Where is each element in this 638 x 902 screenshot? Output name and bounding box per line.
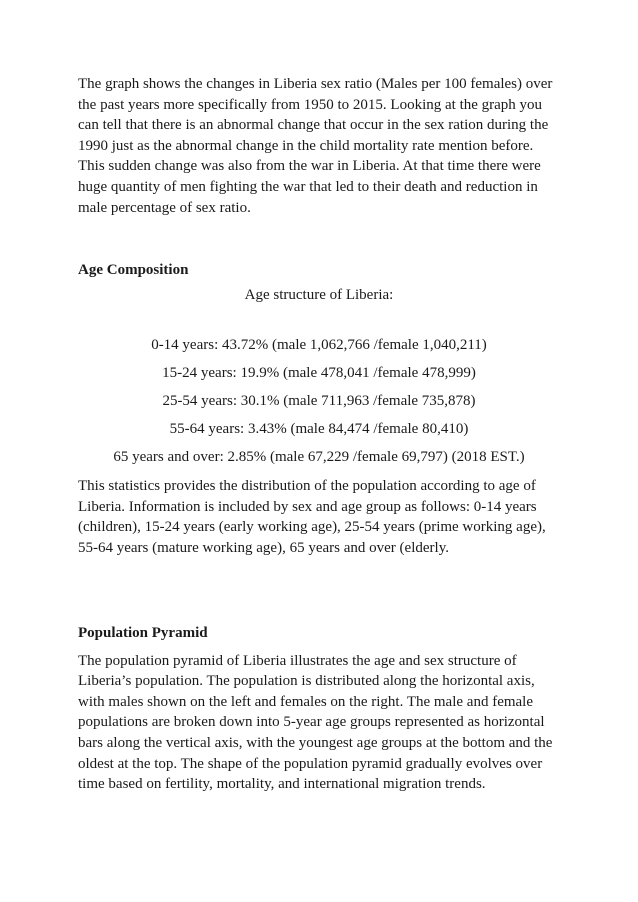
age-structure-list <box>78 335 560 467</box>
age-description-paragraph: This statistics provides the distribution of the population according to age of Liberia. Information is included by sex and age group as follows: 0-14 years (children), 15-24 years (early working age), 25-54 years (prime working age), 55-64 years (mature working age), 65 years and over (elderly. <box>78 478 546 556</box>
age-group-25-54: 25-54 years: 30.1% (male 711,963 /female 735,878) <box>162 393 476 410</box>
age-group-15-24: 15-24 years: 19.9% (male 478,041 /female 478,999) <box>162 365 476 382</box>
age-structure-title: Age structure of Liberia: <box>244 287 394 304</box>
intro-paragraph: The graph shows the changes in Liberia sex ratio (Males per 100 females) over the past years more specifically from 1950 to 2015. Looking at the graph you can tell that there is an abnormal change that occur in the sex ration during the 1990 just as the abnormal change in the child mortality rate mention before. This sudden change was also from the war in Liberia. At that time there were huge quantity of men fighting the war that led to their death and reduction in male percentage of sex ratio. <box>78 76 553 216</box>
population-pyramid-heading: Population Pyramid <box>78 624 208 641</box>
age-group-55-64: 55-64 years: 3.43% (male 84,474 /female 80,410) <box>169 421 469 438</box>
age-group-0-14: 0-14 years: 43.72% (male 1,062,766 /female 1,040,211) <box>151 337 487 354</box>
age-composition-heading: Age Composition <box>78 262 189 279</box>
age-group-65-over: 65 years and over: 2.85% (male 67,229 /female 69,797) (2018 EST.) <box>113 449 525 466</box>
document-page <box>78 74 560 795</box>
population-pyramid-paragraph: The population pyramid of Liberia illustrates the age and sex structure of Liberia’s population. The population is distributed along the horizontal axis, with males shown on the left and females on the right. The male and female populations are broken down into 5-year age groups represented as horizontal bars along the vertical axis, with the youngest age groups at the bottom and the oldest at the top. The shape of the population pyramid gradually evolves over time based on fertility, mortality, and international migration trends. <box>78 652 553 793</box>
